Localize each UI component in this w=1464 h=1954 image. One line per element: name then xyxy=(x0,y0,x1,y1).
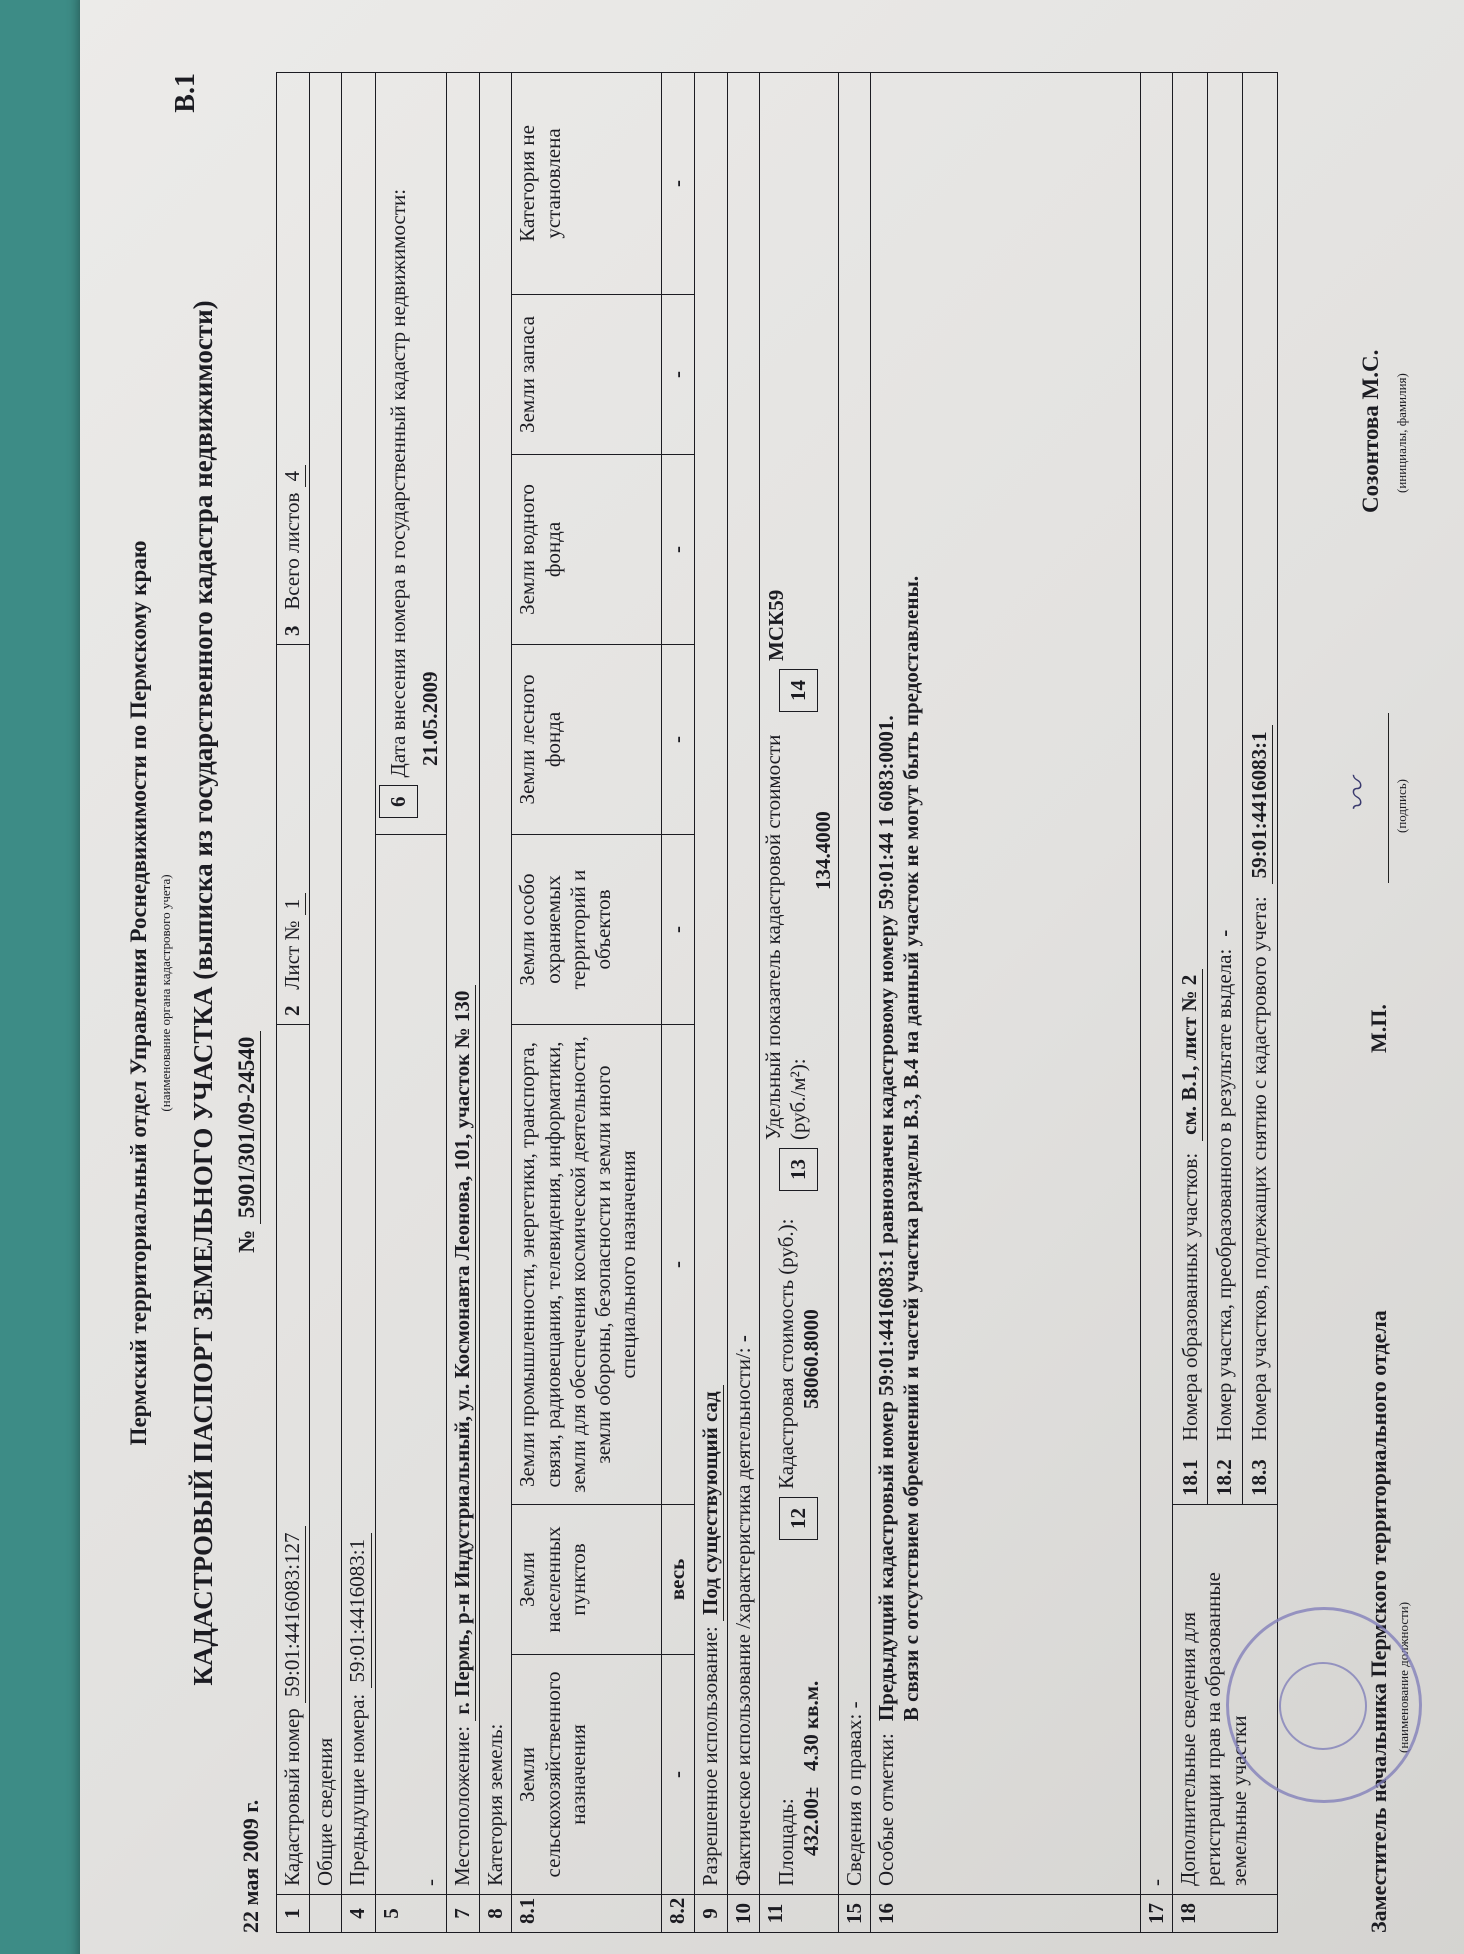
sub-value: 59:01:4416083:1 xyxy=(1247,725,1273,884)
permitted-use-cell xyxy=(694,72,727,1894)
signature-line xyxy=(1388,713,1389,883)
row-4 xyxy=(342,72,375,1932)
location-label: Местоположение: xyxy=(449,1725,474,1886)
doc-number xyxy=(234,1031,261,1253)
total-cell xyxy=(277,72,310,644)
doc-date: 22 мая 2009 г. xyxy=(238,1799,263,1933)
num-6-box: 6 xyxy=(379,786,418,819)
cat-value: - xyxy=(662,1025,694,1505)
stamp-label: М.П. xyxy=(1366,1004,1391,1053)
row-num: 8.2 xyxy=(662,1895,694,1933)
prev-value: 59:01:4416083:1 xyxy=(345,1533,371,1689)
actual-use-cell xyxy=(727,72,759,1894)
additional-info-cell xyxy=(1173,72,1278,1504)
permitted-use-label: Разрешенное использование: xyxy=(697,1626,722,1886)
row-num: 15 xyxy=(838,1895,870,1933)
number-label: № xyxy=(234,1229,259,1253)
cost-value: 58060.8000 xyxy=(798,1309,823,1409)
land-category-label: Категория земель: xyxy=(480,72,512,1894)
signer-name: Созонтова М.С. xyxy=(1358,349,1383,513)
cat-value: - xyxy=(662,294,694,454)
signer-position: Заместитель начальника Пермского территориального отдела xyxy=(1366,1310,1391,1933)
sub-label: Номера участков, подлежащих снятию с кадастрового учета: xyxy=(1247,896,1272,1441)
row-18-3 xyxy=(1243,73,1277,1504)
entry-date-value: 21.05.2009 xyxy=(417,671,442,766)
general-heading: Общие сведения xyxy=(310,72,342,1894)
cat-value: весь xyxy=(662,1505,694,1655)
cat-agricultural: Земли сельскохозяйственного назначения xyxy=(512,1655,662,1895)
spec-value: 134.4000 xyxy=(811,811,836,890)
cat-value: - xyxy=(662,454,694,644)
row-7 xyxy=(446,72,479,1932)
sheet-label: Лист № xyxy=(280,920,304,990)
num-13-box: 13 xyxy=(779,1148,818,1191)
cat-water: Земли водного фонда xyxy=(512,454,662,644)
sub-label: Номера образованных участков: xyxy=(1177,1152,1202,1441)
org-name: Пермский территориальный отдел Управления Роснедвижимости по Пермскому краю xyxy=(126,540,151,1446)
position-caption: (наименование должности) xyxy=(1396,1601,1411,1753)
row-8 xyxy=(480,72,512,1932)
row5-value: - xyxy=(375,835,446,1895)
form-code: В.1 xyxy=(170,73,201,113)
permitted-use-value: Под существующий сад xyxy=(698,1385,724,1621)
name-caption: (инициалы, фамилия) xyxy=(1394,373,1409,493)
sheet-cell xyxy=(277,644,310,1024)
row-18-2 xyxy=(1208,73,1242,1504)
cad-value: 59:01:4416083:127 xyxy=(280,1526,306,1703)
doc-title: КАДАСТРОВЫЙ ПАСПОРТ ЗЕМЕЛЬНОГО УЧАСТКА (выписка из государственного кадастра недвижимости) xyxy=(188,300,218,1686)
area-value xyxy=(799,1556,824,1886)
cost-label: Кадастровая стоимость (руб.): xyxy=(773,1218,798,1489)
prev-label: Предыдущие номера: xyxy=(345,1693,370,1886)
sub-value: - xyxy=(1212,929,1237,937)
cat-value: - xyxy=(662,644,694,834)
row-num: 11 xyxy=(759,1895,838,1933)
row-num: 8 xyxy=(480,1895,512,1933)
row-num: 10 xyxy=(727,1895,759,1933)
cadastral-passport xyxy=(126,53,1446,1933)
sub-value: см. В.1, лист № 2 xyxy=(1177,969,1203,1141)
row-num: 16 xyxy=(871,1895,1141,1933)
number-value: 5901/301/09-24540 xyxy=(234,1031,261,1224)
total-label: Всего листов xyxy=(280,492,304,610)
row-11 xyxy=(759,72,838,1932)
num-12-box: 12 xyxy=(779,1497,818,1540)
cad-number-cell xyxy=(277,1025,310,1895)
cad-label: Кадастровый номер xyxy=(280,1708,304,1886)
row-num: 5 xyxy=(375,1895,446,1933)
spec-label: Удельный показатель кадастровой стоимости (руб./м²): xyxy=(761,734,811,1140)
location-cell xyxy=(446,72,479,1894)
cat-value: - xyxy=(662,835,694,1025)
cost-block xyxy=(774,1199,824,1489)
row-10 xyxy=(727,72,759,1932)
cat-not-set: Категория не установлена xyxy=(512,72,662,294)
row-num: 7 xyxy=(446,1895,479,1933)
official-stamp xyxy=(1226,1607,1422,1803)
cat-reserve: Земли запаса xyxy=(512,294,662,454)
cat-settlements: Земли населенных пунктов xyxy=(512,1505,662,1655)
additional-info-label: Дополнительные сведения для регистрации прав на образованные земельные участки xyxy=(1173,1505,1278,1895)
row-1 xyxy=(277,72,310,1932)
location-value: г. Пермь, р-н Индустриальный, ул. Космонавта Леонова, 101, участок № 130 xyxy=(450,985,476,1721)
row-num: 18 xyxy=(1173,1895,1278,1933)
row-16 xyxy=(871,72,1141,1932)
sheet-num: 2 xyxy=(280,1005,304,1016)
area-error: 4.30 кв.м. xyxy=(798,1680,823,1771)
row-8-2 xyxy=(662,72,694,1932)
total-num: 3 xyxy=(280,625,304,636)
row-18-1 xyxy=(1173,73,1208,1504)
sub-num: 18.3 xyxy=(1247,1459,1272,1496)
area-label: Площадь: xyxy=(773,1798,798,1886)
row-num: 17 xyxy=(1141,1895,1173,1933)
row-general xyxy=(310,72,342,1932)
rights-value: - xyxy=(841,1701,866,1709)
notes-label: Особые отметки: xyxy=(874,1733,899,1886)
row-15 xyxy=(838,72,870,1932)
total-value: 4 xyxy=(280,465,306,488)
row-num: 1 xyxy=(277,1895,310,1933)
cat-value: - xyxy=(662,72,694,294)
spec-block xyxy=(761,720,837,1140)
signature-mark: 〰︎ xyxy=(1339,779,1379,813)
sub-num: 18.1 xyxy=(1177,1459,1202,1496)
coord-system: МСК59 xyxy=(763,589,788,661)
row-8-1 xyxy=(512,72,662,1932)
org-caption: (наименование органа кадастрового учета) xyxy=(158,874,173,1112)
cat-protected: Земли особо охраняемых территорий и объектов xyxy=(512,835,662,1025)
entry-date-cell xyxy=(375,72,446,834)
num-14-box: 14 xyxy=(779,669,818,712)
area-number: 432.00± xyxy=(798,1786,823,1856)
actual-use-label: Фактическое использование /характеристика деятельности/: xyxy=(730,1347,755,1886)
rights-label: Сведения о правах: xyxy=(841,1713,866,1886)
rights-cell xyxy=(838,72,870,1894)
row-num: 4 xyxy=(342,1895,375,1933)
cat-industry: Земли промышленности, энергетики, транспорта, связи, радиовещания, телевидения, информатики, земли для обеспечения космической деятельности, земли обороны, безопасности и земли иного специального назначения xyxy=(512,1025,662,1505)
actual-use-value: - xyxy=(730,1335,755,1343)
row-5 xyxy=(375,72,446,1932)
row-num: 8.1 xyxy=(512,1895,662,1933)
row17-value: - xyxy=(1141,72,1173,1894)
area-block xyxy=(770,1548,828,1894)
row-17 xyxy=(1141,72,1173,1932)
notes-text xyxy=(874,576,924,1721)
prev-numbers-cell xyxy=(342,72,375,1894)
cat-value: - xyxy=(662,1655,694,1895)
notes-line-2: В связи с отсутствием обременений и частей участка разделы В.3, В.4 на данный участок не могут быть предоставлены. xyxy=(899,575,924,1722)
sheet-value: 1 xyxy=(280,893,306,916)
sub-label: Номер участка, преобразованного в результате выдела: xyxy=(1212,948,1237,1441)
notes-line-1: Предыдущий кадастровый номер 59:01:4416083:1 равнозначен кадастровому номеру 59:01:44 1 6083:0001. xyxy=(874,715,899,1722)
entry-date-label: Дата внесения номера в государственный кадастр недвижимости: xyxy=(385,188,410,778)
row-num: 9 xyxy=(694,1895,727,1933)
cat-forest: Земли лесного фонда xyxy=(512,644,662,834)
notes-cell xyxy=(871,72,1141,1894)
passport-table xyxy=(276,72,1278,1933)
sign-caption: (подпись) xyxy=(1394,779,1409,833)
row-9 xyxy=(694,72,727,1932)
area-cost-cell xyxy=(759,72,838,1894)
sub-num: 18.2 xyxy=(1212,1459,1237,1496)
